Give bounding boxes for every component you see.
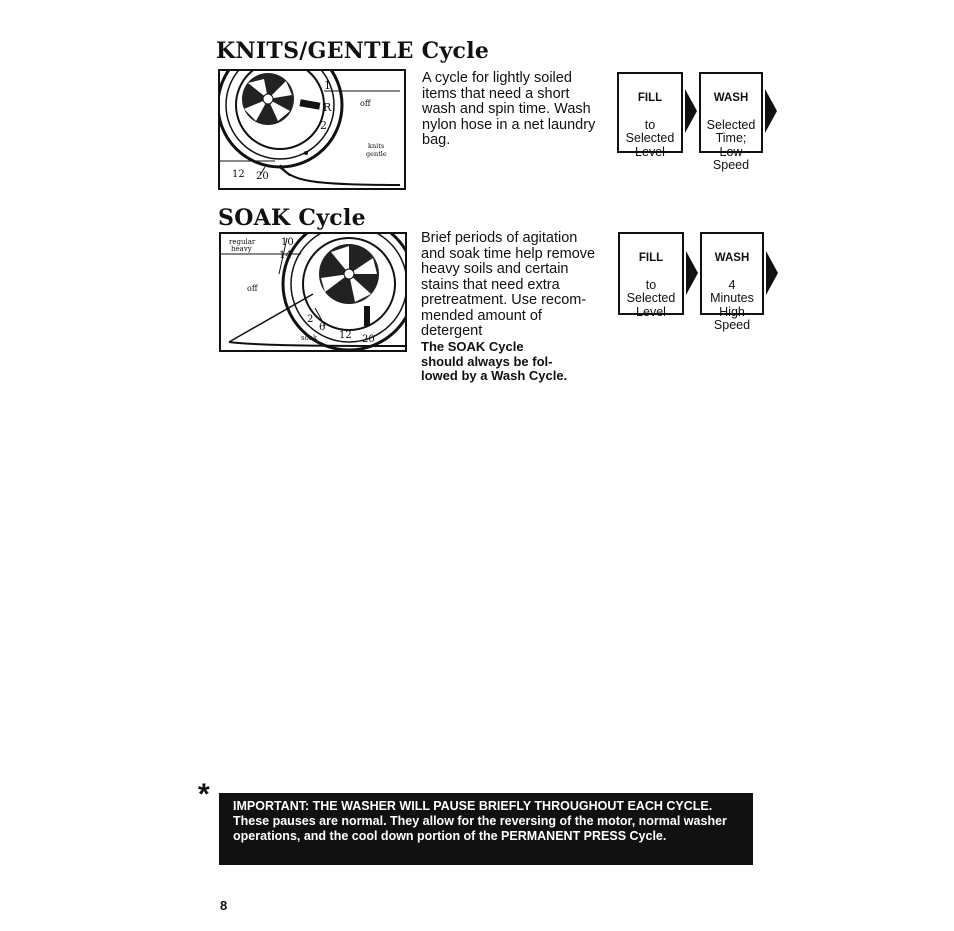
soak-fill-text: to Selected Level: [626, 277, 676, 319]
important-notice: IMPORTANT: THE WASHER WILL PAUSE BRIEFLY THROUGHOUT EACH CYCLE. These pauses are normal. They allow for the reversing of the motor, normal washer operations, and the cool down portion of the PERMANENT PRESS Cycle.: [219, 793, 753, 865]
dial-label-20: 20: [256, 171, 269, 182]
knits-wash-label: WASH: [713, 91, 749, 104]
knits-fill-step: [617, 72, 683, 159]
soak-wash-text: 4 Minutes High Speed: [710, 277, 754, 332]
page-number: 8: [220, 898, 228, 913]
dial-label-10: 10: [281, 237, 294, 248]
dial-label-14: 14: [279, 250, 292, 261]
soak-fill-label: FILL: [638, 251, 664, 264]
dial-label-12: 12: [232, 169, 245, 180]
knits-fill-text: to Selected Level: [625, 117, 675, 159]
dial-label-20-soak: 20: [362, 334, 375, 345]
knits-fill-label: FILL: [637, 91, 663, 104]
soak-wash-arrow: [766, 251, 778, 295]
knits-fill-arrow: [685, 89, 697, 133]
dial-label-regular: regular: [229, 238, 256, 246]
dial-label-soak: soak: [301, 334, 318, 342]
soak-fill-step: [618, 232, 684, 319]
soak-heading: SOAK Cycle: [218, 205, 366, 231]
knits-gentle-description: A cycle for lightly soiled items that need a short wash and spin time. Wash nylon hose in a net laundry bag.: [422, 70, 596, 148]
knits-gentle-dial-drawing: [220, 71, 404, 188]
dial-label-r: R: [323, 101, 332, 114]
soak-dial-illustration: [219, 232, 407, 352]
dial-label-2-soak: 2: [307, 314, 314, 325]
soak-description: Brief periods of agitation and soak time help remove heavy soils and certain stains that need extra pretreatment. Use recom- mended amount of detergent: [421, 230, 596, 339]
soak-note: The SOAK Cycle should always be fol- lowed by a Wash Cycle.: [421, 339, 568, 383]
soak-wash-label: WASH: [714, 251, 750, 264]
dial-label-1: 1: [324, 79, 331, 92]
knits-wash-arrow: [765, 89, 777, 133]
dial-label-off: off: [360, 99, 371, 108]
dial-label-6: 6: [319, 322, 326, 333]
dial-label-off-soak: off: [247, 284, 258, 293]
soak-dial-drawing: [221, 234, 405, 350]
knits-gentle-dial-illustration: [218, 69, 406, 190]
dial-label-2: 2: [320, 119, 327, 132]
knits-gentle-heading: KNITS/GENTLE Cycle: [216, 38, 490, 64]
dial-label-12-soak: 12: [339, 330, 352, 341]
dial-label-knits: knits: [368, 142, 385, 150]
soak-fill-arrow: [686, 251, 698, 295]
asterisk-marker: *: [198, 778, 210, 811]
knits-wash-text: Selected Time; Low Speed: [706, 117, 756, 172]
soak-wash-step: [700, 232, 764, 332]
knits-wash-step: [699, 72, 763, 172]
dial-label-heavy: heavy: [231, 245, 252, 253]
dial-label-gentle: gentle: [366, 150, 387, 158]
